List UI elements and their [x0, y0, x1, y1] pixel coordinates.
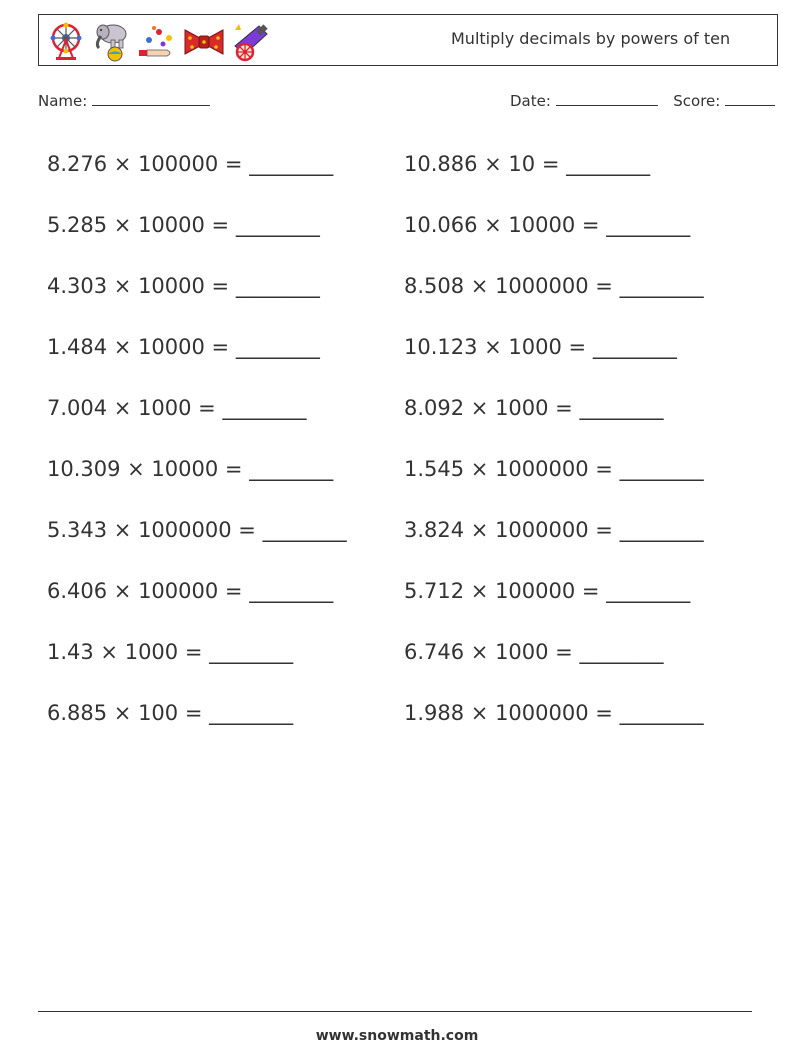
problem-item	[47, 274, 320, 298]
icon-strip	[45, 20, 271, 62]
problem-text: 5.285 × 10000 =	[47, 213, 230, 237]
problem-item	[404, 213, 690, 237]
problem-item	[47, 213, 320, 237]
problem-text: 10.123 × 1000 =	[404, 335, 587, 359]
answer-blank[interactable]: ________	[235, 213, 320, 237]
problem-text: 1.545 × 1000000 =	[404, 457, 613, 481]
problem-item	[404, 701, 704, 725]
circus-elephant-icon	[91, 20, 133, 62]
answer-blank[interactable]: ________	[235, 274, 320, 298]
problem-item	[47, 396, 306, 420]
score-label: Score:	[673, 92, 721, 110]
problem-item	[404, 518, 704, 542]
problem-text: 8.276 × 100000 =	[47, 152, 243, 176]
problem-text: 1.43 × 1000 =	[47, 640, 203, 664]
problem-text: 4.303 × 10000 =	[47, 274, 230, 298]
answer-blank[interactable]: ________	[619, 274, 704, 298]
date-score-fields	[510, 92, 775, 110]
problem-item	[404, 274, 704, 298]
answer-blank[interactable]: ________	[619, 701, 704, 725]
answer-blank[interactable]: ________	[249, 579, 334, 603]
answer-blank[interactable]: ________	[619, 457, 704, 481]
problem-item	[47, 457, 333, 481]
problem-text: 8.092 × 1000 =	[404, 396, 573, 420]
answer-blank[interactable]: ________	[222, 396, 307, 420]
answer-blank[interactable]: ________	[579, 640, 664, 664]
problem-text: 5.712 × 100000 =	[404, 579, 600, 603]
problem-item	[47, 518, 347, 542]
problem-item	[404, 335, 677, 359]
problem-item	[47, 579, 333, 603]
name-label: Name:	[38, 92, 88, 110]
answer-blank[interactable]: ________	[606, 579, 691, 603]
problem-text: 3.824 × 1000000 =	[404, 518, 613, 542]
name-blank[interactable]	[92, 93, 210, 106]
answer-blank[interactable]: ________	[235, 335, 320, 359]
problem-item	[404, 457, 704, 481]
answer-blank[interactable]: ________	[262, 518, 347, 542]
juggling-balls-icon	[137, 20, 179, 62]
problem-text: 6.885 × 100 =	[47, 701, 203, 725]
answer-blank[interactable]: ________	[592, 335, 677, 359]
answer-blank[interactable]: ________	[249, 152, 334, 176]
problem-item	[47, 701, 293, 725]
problem-text: 10.886 × 10 =	[404, 152, 560, 176]
problem-text: 10.309 × 10000 =	[47, 457, 243, 481]
score-blank[interactable]	[725, 93, 775, 106]
problem-item	[404, 640, 663, 664]
worksheet-title: Multiply decimals by powers of ten	[451, 29, 731, 48]
answer-blank[interactable]: ________	[249, 457, 334, 481]
answer-blank[interactable]: ________	[619, 518, 704, 542]
circus-cannon-icon	[229, 20, 271, 62]
bow-tie-icon	[183, 20, 225, 62]
problem-item	[404, 152, 650, 176]
answer-blank[interactable]: ________	[209, 640, 294, 664]
answer-blank[interactable]: ________	[579, 396, 664, 420]
problem-item	[47, 152, 333, 176]
problem-text: 5.343 × 1000000 =	[47, 518, 256, 542]
answer-blank[interactable]: ________	[209, 701, 294, 725]
problem-item	[47, 335, 320, 359]
answer-blank[interactable]: ________	[566, 152, 651, 176]
footer-site[interactable]: www.snowmath.com	[315, 1028, 479, 1044]
problem-item	[47, 640, 293, 664]
problem-text: 8.508 × 1000000 =	[404, 274, 613, 298]
problem-text: 1.988 × 1000000 =	[404, 701, 613, 725]
problem-text: 10.066 × 10000 =	[404, 213, 600, 237]
name-field	[38, 92, 210, 110]
date-blank[interactable]	[556, 93, 658, 106]
problem-text: 6.406 × 100000 =	[47, 579, 243, 603]
problem-text: 7.004 × 1000 =	[47, 396, 216, 420]
problem-text: 1.484 × 10000 =	[47, 335, 230, 359]
date-label: Date:	[510, 92, 551, 110]
problem-text: 6.746 × 1000 =	[404, 640, 573, 664]
answer-blank[interactable]: ________	[606, 213, 691, 237]
worksheet-header	[38, 14, 778, 66]
problem-item	[404, 579, 690, 603]
footer-divider	[38, 1011, 752, 1012]
ferris-wheel-icon	[45, 20, 87, 62]
problem-item	[404, 396, 663, 420]
